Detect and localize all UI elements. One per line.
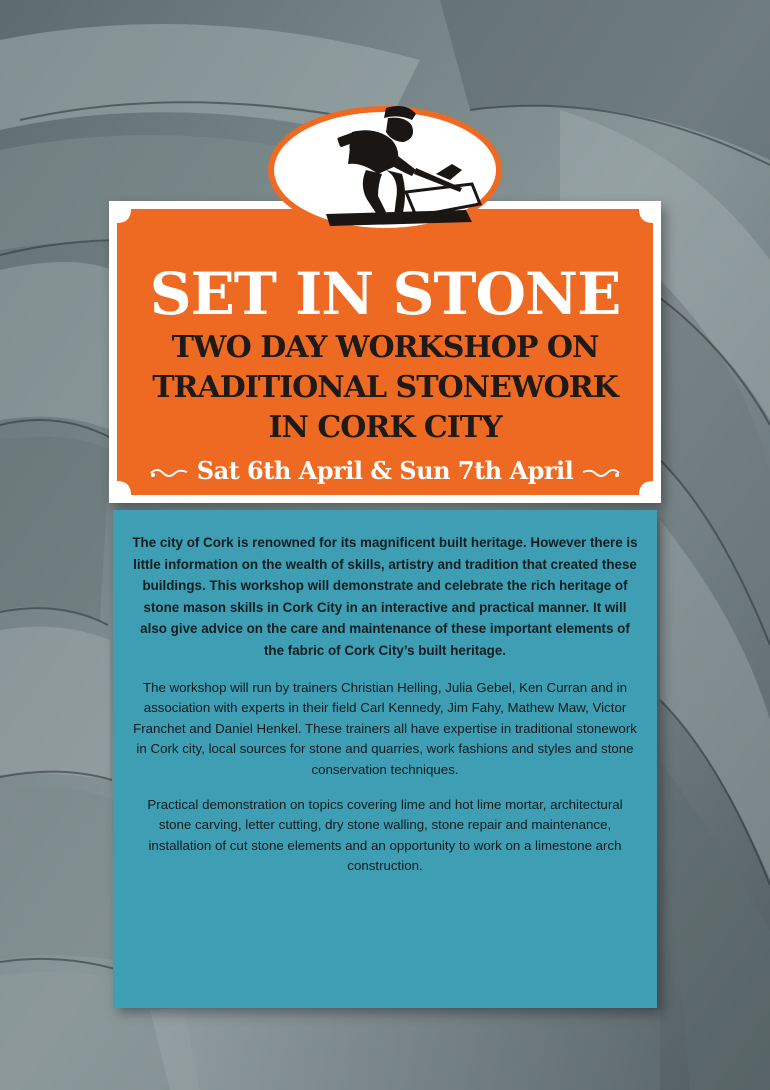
trainers-paragraph: The workshop will run by trainers Christian Helling, Julia Gebel, Ken Curran and in association with experts in their field Carl Kennedy, Jim Fahy, Mathew Maw, Victor Franchet and Daniel Henkel. These trainers all have expertise in traditional stonework in Cork city, local sources for stone and quarries, work fashions and styles and stone conservation techniques.	[133, 679, 637, 777]
topics-paragraph: Practical demonstration on topics covering lime and hot lime mortar, architectural stone carving, letter cutting, dry stone walling, stone repair and maintenance, installation of cut stone elements and an opportunity to work on a limestone arch construction.	[147, 796, 623, 874]
subtitle-line-2: TRADITIONAL STONEWORK	[152, 370, 618, 405]
subtitle-line-3: IN CORK CITY	[268, 410, 502, 445]
subtitle-line-1: TWO DAY WORKSHOP ON	[171, 330, 599, 365]
stonemason-logo	[266, 104, 504, 236]
left-flourish-icon	[149, 466, 189, 480]
event-dates	[0, 456, 770, 485]
intro-paragraph: The city of Cork is renowned for its magnificent built heritage. However there is little information on the wealth of skills, artistry and tradition that created these buildings. This workshop will demonstrate and celebrate the rich heritage of stone mason skills in Cork City in an interactive and practical manner. It will also give advice on the care and maintenance of these important elements of the fabric of Cork City’s built heritage.	[132, 535, 638, 658]
workshop-info-panel	[113, 510, 657, 1008]
event-dates-text: Sat 6th April & Sun 7th April	[196, 456, 574, 485]
right-flourish-icon	[581, 466, 621, 480]
poster-title: SET IN STONE	[149, 260, 621, 328]
